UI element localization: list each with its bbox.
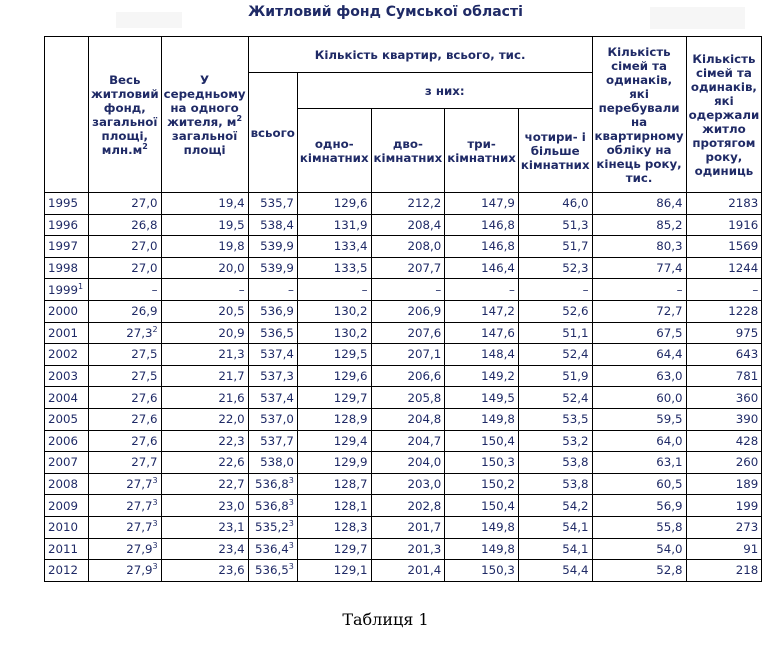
table-row (45, 452, 762, 474)
three-cell: 147,6 (445, 322, 519, 344)
three-cell: 146,8 (445, 236, 519, 258)
queue-cell: – (592, 279, 686, 301)
one-cell: 130,2 (297, 300, 371, 322)
queue-cell: 56,9 (592, 495, 686, 517)
queue-cell: 86,4 (592, 193, 686, 215)
table-row (45, 236, 762, 258)
queue-cell: 54,0 (592, 538, 686, 560)
four-cell: 52,4 (518, 344, 592, 366)
all-cell: 535,2$^3$ (248, 516, 297, 538)
area-cell: 27,6 (89, 387, 162, 409)
housed-cell: 360 (686, 387, 762, 409)
one-cell: 128,3 (297, 516, 371, 538)
queue-cell: 60,5 (592, 473, 686, 495)
all-cell: 536,4$^3$ (248, 538, 297, 560)
apartments-all-header: всього (248, 73, 297, 193)
housed-cell: 1916 (686, 214, 762, 236)
one-cell: 129,6 (297, 365, 371, 387)
table-row (45, 257, 762, 279)
two-cell: – (371, 279, 445, 301)
four-cell: 54,4 (518, 560, 592, 582)
three-cell: 149,8 (445, 538, 519, 560)
housed-cell: 975 (686, 322, 762, 344)
queue-cell: 59,5 (592, 408, 686, 430)
three-cell: 146,4 (445, 257, 519, 279)
two-cell: 203,0 (371, 473, 445, 495)
year-cell: 1995 (45, 193, 89, 215)
per-cell: 20,9 (161, 322, 248, 344)
per-capita-header: У середньому на одного жителя, $м^2$ загальної площі (161, 37, 248, 193)
all-cell: 539,9 (248, 257, 297, 279)
area-cell: 26,8 (89, 214, 162, 236)
three-cell: 150,4 (445, 495, 519, 517)
queue-cell: 72,7 (592, 300, 686, 322)
per-cell: 20,5 (161, 300, 248, 322)
queue-cell: 64,0 (592, 430, 686, 452)
two-cell: 204,0 (371, 452, 445, 474)
families-queue-header: Кількість сімей та одинаків, які перебували на квартирному обліку на кінець року, тис. (592, 37, 686, 193)
year-cell: 2012 (45, 560, 89, 582)
queue-cell: 55,8 (592, 516, 686, 538)
area-cell: 27,0 (89, 193, 162, 215)
all-cell: – (248, 279, 297, 301)
area-cell: 27,7 (89, 452, 162, 474)
per-cell: 23,1 (161, 516, 248, 538)
two-cell: 206,6 (371, 365, 445, 387)
two-cell: 207,1 (371, 344, 445, 366)
one-cell: 133,4 (297, 236, 371, 258)
table-row (45, 365, 762, 387)
per-cell: 23,6 (161, 560, 248, 582)
total-area-header: Весь житловий фонд, загальної площі, $млн.м^2$ (89, 37, 162, 193)
three-cell: 147,9 (445, 193, 519, 215)
per-cell: 19,8 (161, 236, 248, 258)
all-cell: 538,4 (248, 214, 297, 236)
queue-cell: 60,0 (592, 387, 686, 409)
two-cell: 212,2 (371, 193, 445, 215)
year-cell: 2006 (45, 430, 89, 452)
table-row (45, 322, 762, 344)
area-cell: 27,6 (89, 430, 162, 452)
three-cell: 150,4 (445, 430, 519, 452)
one-cell: 129,7 (297, 387, 371, 409)
three-cell: 147,2 (445, 300, 519, 322)
four-cell: 53,2 (518, 430, 592, 452)
year-cell: 1997 (45, 236, 89, 258)
two-cell: 204,7 (371, 430, 445, 452)
all-cell: 536,8$^3$ (248, 473, 297, 495)
table-row (45, 538, 762, 560)
all-cell: 537,7 (248, 430, 297, 452)
year-cell: 1998 (45, 257, 89, 279)
two-cell: 201,7 (371, 516, 445, 538)
all-cell: 537,3 (248, 365, 297, 387)
housing-stock-table (44, 36, 762, 582)
area-cell: 27,5 (89, 365, 162, 387)
four-cell: 54,2 (518, 495, 592, 517)
table-row (45, 193, 762, 215)
housed-cell: 781 (686, 365, 762, 387)
two-cell: 206,9 (371, 300, 445, 322)
all-cell: 536,8$^3$ (248, 495, 297, 517)
all-cell: 536,9 (248, 300, 297, 322)
table-row (45, 516, 762, 538)
area-cell: 27,6 (89, 408, 162, 430)
housed-cell: 1244 (686, 257, 762, 279)
four-cell: 52,4 (518, 387, 592, 409)
area-cell: 27,7$^3$ (89, 473, 162, 495)
per-cell: 22,0 (161, 408, 248, 430)
year-cell: 2005 (45, 408, 89, 430)
all-cell: 538,0 (248, 452, 297, 474)
year-cell: 2002 (45, 344, 89, 366)
per-cell: 23,4 (161, 538, 248, 560)
housed-cell: 390 (686, 408, 762, 430)
per-cell: 22,3 (161, 430, 248, 452)
table-row (45, 473, 762, 495)
queue-cell: 85,2 (592, 214, 686, 236)
four-cell: 51,3 (518, 214, 592, 236)
housed-cell: 273 (686, 516, 762, 538)
table-row (45, 387, 762, 409)
three-cell: 149,8 (445, 408, 519, 430)
two-cell: 207,7 (371, 257, 445, 279)
all-cell: 537,0 (248, 408, 297, 430)
area-cell: 27,7$^3$ (89, 495, 162, 517)
two-cell: 205,8 (371, 387, 445, 409)
one-cell: 128,1 (297, 495, 371, 517)
one-cell: 129,9 (297, 452, 371, 474)
housed-cell: 1569 (686, 236, 762, 258)
four-cell: 53,8 (518, 473, 592, 495)
per-cell: 21,7 (161, 365, 248, 387)
table-row (45, 344, 762, 366)
two-room-header: дво-кімнатних (371, 109, 445, 193)
one-cell: 129,6 (297, 193, 371, 215)
housed-cell: 428 (686, 430, 762, 452)
three-cell: 150,2 (445, 473, 519, 495)
queue-cell: 52,8 (592, 560, 686, 582)
per-cell: 22,7 (161, 473, 248, 495)
all-cell: 537,4 (248, 344, 297, 366)
table-row (45, 495, 762, 517)
per-cell: 21,6 (161, 387, 248, 409)
three-cell: 149,5 (445, 387, 519, 409)
per-cell: 22,6 (161, 452, 248, 474)
per-cell: – (161, 279, 248, 301)
housed-cell: – (686, 279, 762, 301)
housed-cell: 1228 (686, 300, 762, 322)
four-cell: 52,6 (518, 300, 592, 322)
queue-cell: 67,5 (592, 322, 686, 344)
per-cell: 21,3 (161, 344, 248, 366)
three-cell: 148,4 (445, 344, 519, 366)
housed-cell: 2183 (686, 193, 762, 215)
two-cell: 204,8 (371, 408, 445, 430)
four-cell: 46,0 (518, 193, 592, 215)
all-cell: 536,5 (248, 322, 297, 344)
three-room-header: три-кімнатних (445, 109, 519, 193)
one-cell: 128,9 (297, 408, 371, 430)
area-cell: 27,3$^2$ (89, 322, 162, 344)
year-cell: 2000 (45, 300, 89, 322)
two-cell: 202,8 (371, 495, 445, 517)
housed-cell: 218 (686, 560, 762, 582)
two-cell: 201,3 (371, 538, 445, 560)
area-cell: 27,0 (89, 257, 162, 279)
housed-cell: 91 (686, 538, 762, 560)
one-cell: 131,9 (297, 214, 371, 236)
year-cell: 2008 (45, 473, 89, 495)
area-cell: – (89, 279, 162, 301)
four-cell: 51,9 (518, 365, 592, 387)
table-row (45, 560, 762, 582)
table-title: Житловий фонд Сумської області (248, 4, 523, 20)
table-row (45, 214, 762, 236)
year-cell: 2001 (45, 322, 89, 344)
two-cell: 208,0 (371, 236, 445, 258)
all-cell: 535,7 (248, 193, 297, 215)
year-cell: 1996 (45, 214, 89, 236)
four-cell: 52,3 (518, 257, 592, 279)
three-cell: 149,8 (445, 516, 519, 538)
area-cell: 27,5 (89, 344, 162, 366)
three-cell: 149,2 (445, 365, 519, 387)
one-cell: 133,5 (297, 257, 371, 279)
year-cell: 2003 (45, 365, 89, 387)
queue-cell: 63,0 (592, 365, 686, 387)
year-header (45, 37, 89, 193)
apartments-header: Кількість квартир, всього, тис. (248, 37, 592, 73)
four-cell: 51,1 (518, 322, 592, 344)
three-cell: 150,3 (445, 560, 519, 582)
table-row (45, 408, 762, 430)
year-cell: 2004 (45, 387, 89, 409)
one-cell: – (297, 279, 371, 301)
per-cell: 20,0 (161, 257, 248, 279)
four-cell: 53,5 (518, 408, 592, 430)
year-cell: 2009 (45, 495, 89, 517)
year-cell: 2010 (45, 516, 89, 538)
year-cell: 2007 (45, 452, 89, 474)
one-cell: 130,2 (297, 322, 371, 344)
one-cell: 128,7 (297, 473, 371, 495)
one-cell: 129,1 (297, 560, 371, 582)
queue-cell: 63,1 (592, 452, 686, 474)
three-cell: 146,8 (445, 214, 519, 236)
two-cell: 207,6 (371, 322, 445, 344)
all-cell: 539,9 (248, 236, 297, 258)
of-them-header: з них: (297, 73, 592, 109)
families-housed-header: Кількість сімей та одинаків, які одержали житло протягом року, одиниць (686, 37, 762, 193)
per-cell: 19,4 (161, 193, 248, 215)
all-cell: 537,4 (248, 387, 297, 409)
housed-cell: 199 (686, 495, 762, 517)
area-cell: 27,7$^3$ (89, 516, 162, 538)
queue-cell: 80,3 (592, 236, 686, 258)
four-cell: 53,8 (518, 452, 592, 474)
queue-cell: 64,4 (592, 344, 686, 366)
year-cell: 1999$^1$ (45, 279, 89, 301)
one-cell: 129,5 (297, 344, 371, 366)
four-cell: 54,1 (518, 538, 592, 560)
area-cell: 26,9 (89, 300, 162, 322)
two-cell: 208,4 (371, 214, 445, 236)
area-cell: 27,9$^3$ (89, 538, 162, 560)
four-room-header: чотири- і більше кімнатних (518, 109, 592, 193)
housed-cell: 189 (686, 473, 762, 495)
one-cell: 129,7 (297, 538, 371, 560)
area-cell: 27,9$^3$ (89, 560, 162, 582)
four-cell: – (518, 279, 592, 301)
three-cell: 150,3 (445, 452, 519, 474)
all-cell: 536,5$^3$ (248, 560, 297, 582)
three-cell: – (445, 279, 519, 301)
queue-cell: 77,4 (592, 257, 686, 279)
two-cell: 201,4 (371, 560, 445, 582)
housed-cell: 643 (686, 344, 762, 366)
table-row (45, 430, 762, 452)
year-cell: 2011 (45, 538, 89, 560)
table-row (45, 279, 762, 301)
per-cell: 23,0 (161, 495, 248, 517)
area-cell: 27,0 (89, 236, 162, 258)
four-cell: 54,1 (518, 516, 592, 538)
housed-cell: 260 (686, 452, 762, 474)
table-row (45, 300, 762, 322)
one-cell: 129,4 (297, 430, 371, 452)
four-cell: 51,7 (518, 236, 592, 258)
table-caption: Таблиця 1 (342, 610, 429, 629)
one-room-header: одно-кімнатних (297, 109, 371, 193)
per-cell: 19,5 (161, 214, 248, 236)
